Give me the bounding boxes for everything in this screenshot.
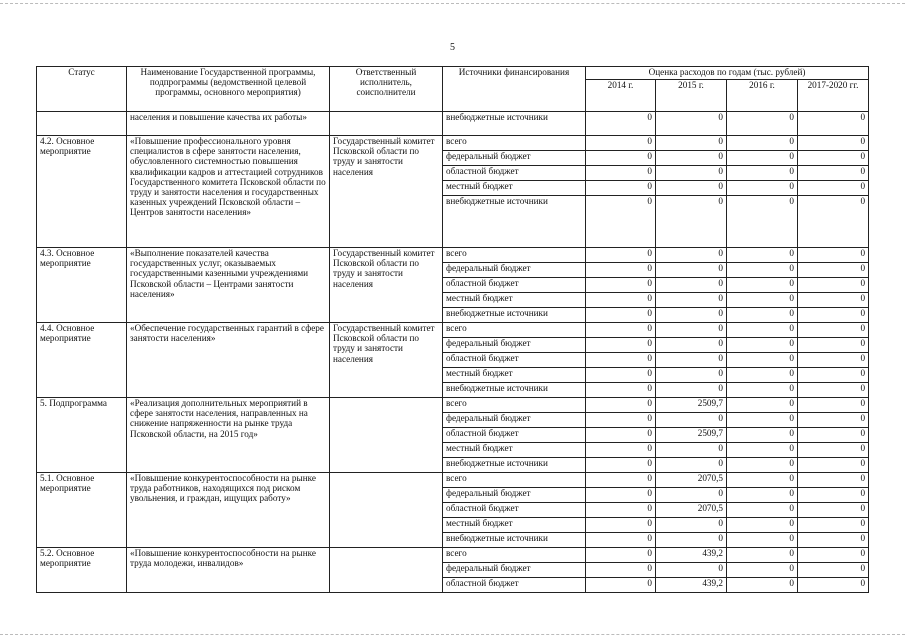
value-cell: 0	[656, 166, 727, 181]
source-cell: внебюджетные источники	[443, 196, 586, 248]
value-cell: 0	[798, 533, 869, 548]
value-cell: 0	[656, 308, 727, 323]
value-cell: 0	[586, 151, 656, 166]
value-cell: 0	[656, 278, 727, 293]
source-cell: местный бюджет	[443, 443, 586, 458]
table-row	[37, 548, 869, 563]
source-cell: всего	[443, 136, 586, 151]
value-cell: 0	[798, 278, 869, 293]
source-cell: местный бюджет	[443, 368, 586, 383]
source-cell: внебюджетные источники	[443, 308, 586, 323]
value-cell: 0	[656, 368, 727, 383]
value-cell: 0	[727, 473, 798, 488]
value-cell: 0	[586, 181, 656, 196]
name-cell: «Выполнение показателей качества государственных услуг, оказываемых государственными казенными учреждениями Псковской области – Центрами занятости населения»	[127, 248, 330, 323]
value-cell: 0	[727, 112, 798, 136]
value-cell: 0	[727, 413, 798, 428]
header-sources: Источники финансирования	[443, 67, 586, 112]
value-cell: 439,2	[656, 548, 727, 563]
header-name: Наименование Государственной программы, подпрограммы (ведомственной целевой программы, основного мероприятия)	[127, 67, 330, 112]
value-cell: 0	[727, 503, 798, 518]
source-cell: федеральный бюджет	[443, 338, 586, 353]
source-cell: внебюджетные источники	[443, 458, 586, 473]
status-cell: 4.3. Основное мероприятие	[37, 248, 127, 323]
value-cell: 0	[656, 248, 727, 263]
value-cell: 0	[727, 308, 798, 323]
value-cell: 0	[586, 353, 656, 368]
value-cell: 0	[727, 278, 798, 293]
value-cell: 0	[656, 488, 727, 503]
value-cell: 0	[586, 263, 656, 278]
value-cell: 0	[586, 136, 656, 151]
page-top-edge	[0, 3, 905, 5]
value-cell: 0	[586, 338, 656, 353]
value-cell: 0	[586, 458, 656, 473]
source-cell: всего	[443, 398, 586, 413]
status-cell: 5.1. Основное мероприятие	[37, 473, 127, 548]
name-cell: «Повышение профессионального уровня специалистов в сфере занятости населения, обусловленного системностью повышения квалификации кадров и аттестацией сотрудников Государственного комитета Псковской области по труду и занятости населения и государственных казенных учреждений Псковской области – Центров занятости населения»	[127, 136, 330, 248]
value-cell: 0	[656, 383, 727, 398]
value-cell: 0	[656, 112, 727, 136]
source-cell: областной бюджет	[443, 578, 586, 593]
source-cell: федеральный бюджет	[443, 151, 586, 166]
table-row	[37, 136, 869, 151]
header-year-2015: 2015 г.	[656, 80, 727, 112]
table-row	[37, 398, 869, 413]
table-body	[37, 112, 869, 593]
value-cell: 0	[798, 503, 869, 518]
status-cell: 4.4. Основное мероприятие	[37, 323, 127, 398]
value-cell: 0	[586, 196, 656, 248]
page-number: 5	[450, 42, 455, 53]
value-cell: 0	[798, 323, 869, 338]
value-cell: 0	[798, 383, 869, 398]
value-cell: 0	[586, 323, 656, 338]
value-cell: 0	[656, 323, 727, 338]
value-cell: 0	[798, 293, 869, 308]
header-estimate: Оценка расходов по годам (тыс. рублей)	[586, 67, 869, 80]
value-cell: 0	[656, 151, 727, 166]
value-cell: 2070,5	[656, 473, 727, 488]
value-cell: 0	[586, 112, 656, 136]
value-cell: 0	[798, 413, 869, 428]
value-cell: 0	[586, 248, 656, 263]
value-cell: 0	[727, 136, 798, 151]
value-cell: 2509,7	[656, 398, 727, 413]
name-cell: «Повышение конкурентоспособности на рынке труда молодежи, инвалидов»	[127, 548, 330, 593]
value-cell: 0	[798, 166, 869, 181]
source-cell: внебюджетные источники	[443, 383, 586, 398]
value-cell: 0	[586, 563, 656, 578]
source-cell: всего	[443, 323, 586, 338]
value-cell: 0	[727, 151, 798, 166]
status-cell	[37, 112, 127, 136]
value-cell: 0	[727, 443, 798, 458]
responsible-cell	[330, 548, 443, 593]
value-cell: 0	[586, 166, 656, 181]
table-row	[37, 248, 869, 263]
name-cell: «Реализация дополнительных мероприятий в сфере занятости населения, направленных на снижение напряженности на рынке труда Псковской области, на 2015 год»	[127, 398, 330, 473]
value-cell: 0	[798, 248, 869, 263]
value-cell: 0	[727, 323, 798, 338]
value-cell: 0	[586, 368, 656, 383]
source-cell: федеральный бюджет	[443, 413, 586, 428]
value-cell: 0	[586, 278, 656, 293]
value-cell: 0	[798, 518, 869, 533]
value-cell: 0	[656, 518, 727, 533]
responsible-cell: Государственный комитет Псковской области по труду и занятости населения	[330, 136, 443, 248]
value-cell: 0	[586, 383, 656, 398]
value-cell: 0	[586, 488, 656, 503]
value-cell: 0	[798, 136, 869, 151]
status-cell: 4.2. Основное мероприятие	[37, 136, 127, 248]
value-cell: 0	[798, 196, 869, 248]
source-cell: местный бюджет	[443, 181, 586, 196]
value-cell: 0	[586, 473, 656, 488]
source-cell: федеральный бюджет	[443, 488, 586, 503]
value-cell: 0	[586, 578, 656, 593]
value-cell: 0	[586, 413, 656, 428]
value-cell: 0	[727, 563, 798, 578]
source-cell: местный бюджет	[443, 293, 586, 308]
value-cell: 0	[656, 338, 727, 353]
value-cell: 0	[656, 136, 727, 151]
value-cell: 0	[656, 196, 727, 248]
status-cell: 5. Подпрограмма	[37, 398, 127, 473]
financing-table	[36, 66, 869, 593]
value-cell: 0	[586, 503, 656, 518]
value-cell: 0	[798, 181, 869, 196]
header-status: Статус	[37, 67, 127, 112]
value-cell: 0	[798, 443, 869, 458]
source-cell: областной бюджет	[443, 353, 586, 368]
table-row	[37, 323, 869, 338]
value-cell: 0	[656, 263, 727, 278]
value-cell: 0	[727, 368, 798, 383]
value-cell: 0	[727, 196, 798, 248]
value-cell: 0	[798, 488, 869, 503]
value-cell: 0	[656, 293, 727, 308]
source-cell: областной бюджет	[443, 503, 586, 518]
value-cell: 0	[586, 428, 656, 443]
source-cell: всего	[443, 548, 586, 563]
status-cell: 5.2. Основное мероприятие	[37, 548, 127, 593]
value-cell: 0	[798, 263, 869, 278]
value-cell: 0	[586, 518, 656, 533]
source-cell: федеральный бюджет	[443, 263, 586, 278]
header-year-2014: 2014 г.	[586, 80, 656, 112]
name-cell: «Обеспечение государственных гарантий в сфере занятости населения»	[127, 323, 330, 398]
value-cell: 0	[727, 248, 798, 263]
value-cell: 0	[798, 458, 869, 473]
value-cell: 0	[727, 578, 798, 593]
value-cell: 0	[727, 398, 798, 413]
value-cell: 0	[656, 413, 727, 428]
value-cell: 2509,7	[656, 428, 727, 443]
value-cell: 0	[586, 293, 656, 308]
value-cell: 0	[656, 533, 727, 548]
responsible-cell	[330, 112, 443, 136]
value-cell: 0	[727, 166, 798, 181]
responsible-cell: Государственный комитет Псковской области по труду и занятости населения	[330, 248, 443, 323]
value-cell: 0	[727, 383, 798, 398]
value-cell: 0	[656, 353, 727, 368]
value-cell: 0	[798, 308, 869, 323]
value-cell: 0	[798, 578, 869, 593]
source-cell: внебюджетные источники	[443, 112, 586, 136]
source-cell: областной бюджет	[443, 428, 586, 443]
page-bottom-edge	[0, 634, 905, 636]
source-cell: внебюджетные источники	[443, 533, 586, 548]
source-cell: всего	[443, 473, 586, 488]
header-responsible: Ответственный исполнитель, соисполнители	[330, 67, 443, 112]
value-cell: 0	[586, 533, 656, 548]
source-cell: всего	[443, 248, 586, 263]
value-cell: 0	[727, 181, 798, 196]
value-cell: 0	[798, 563, 869, 578]
value-cell: 0	[727, 548, 798, 563]
value-cell: 0	[727, 353, 798, 368]
value-cell: 0	[656, 443, 727, 458]
value-cell: 0	[798, 398, 869, 413]
source-cell: федеральный бюджет	[443, 563, 586, 578]
header-year-2016: 2016 г.	[727, 80, 798, 112]
responsible-cell	[330, 398, 443, 473]
value-cell: 0	[727, 488, 798, 503]
value-cell: 2070,5	[656, 503, 727, 518]
header-year-2017-2020: 2017-2020 гг.	[798, 80, 869, 112]
value-cell: 439,2	[656, 578, 727, 593]
table-row	[37, 473, 869, 488]
value-cell: 0	[727, 338, 798, 353]
value-cell: 0	[727, 293, 798, 308]
value-cell: 0	[798, 353, 869, 368]
value-cell: 0	[656, 458, 727, 473]
value-cell: 0	[798, 368, 869, 383]
source-cell: областной бюджет	[443, 278, 586, 293]
value-cell: 0	[656, 181, 727, 196]
value-cell: 0	[727, 428, 798, 443]
value-cell: 0	[798, 338, 869, 353]
responsible-cell: Государственный комитет Псковской области по труду и занятости населения	[330, 323, 443, 398]
value-cell: 0	[586, 548, 656, 563]
source-cell: местный бюджет	[443, 518, 586, 533]
value-cell: 0	[798, 473, 869, 488]
value-cell: 0	[798, 428, 869, 443]
continuation-row	[37, 112, 869, 136]
value-cell: 0	[798, 548, 869, 563]
value-cell: 0	[727, 518, 798, 533]
value-cell: 0	[727, 458, 798, 473]
value-cell: 0	[586, 308, 656, 323]
value-cell: 0	[727, 263, 798, 278]
value-cell: 0	[586, 398, 656, 413]
name-cell: «Повышение конкурентоспособности на рынке труда работников, находящихся под риском увольнения, и граждан, ищущих работу»	[127, 473, 330, 548]
responsible-cell	[330, 473, 443, 548]
value-cell: 0	[798, 112, 869, 136]
value-cell: 0	[656, 563, 727, 578]
value-cell: 0	[586, 443, 656, 458]
value-cell: 0	[727, 533, 798, 548]
source-cell: областной бюджет	[443, 166, 586, 181]
value-cell: 0	[798, 151, 869, 166]
name-cell: населения и повышение качества их работы»	[127, 112, 330, 136]
